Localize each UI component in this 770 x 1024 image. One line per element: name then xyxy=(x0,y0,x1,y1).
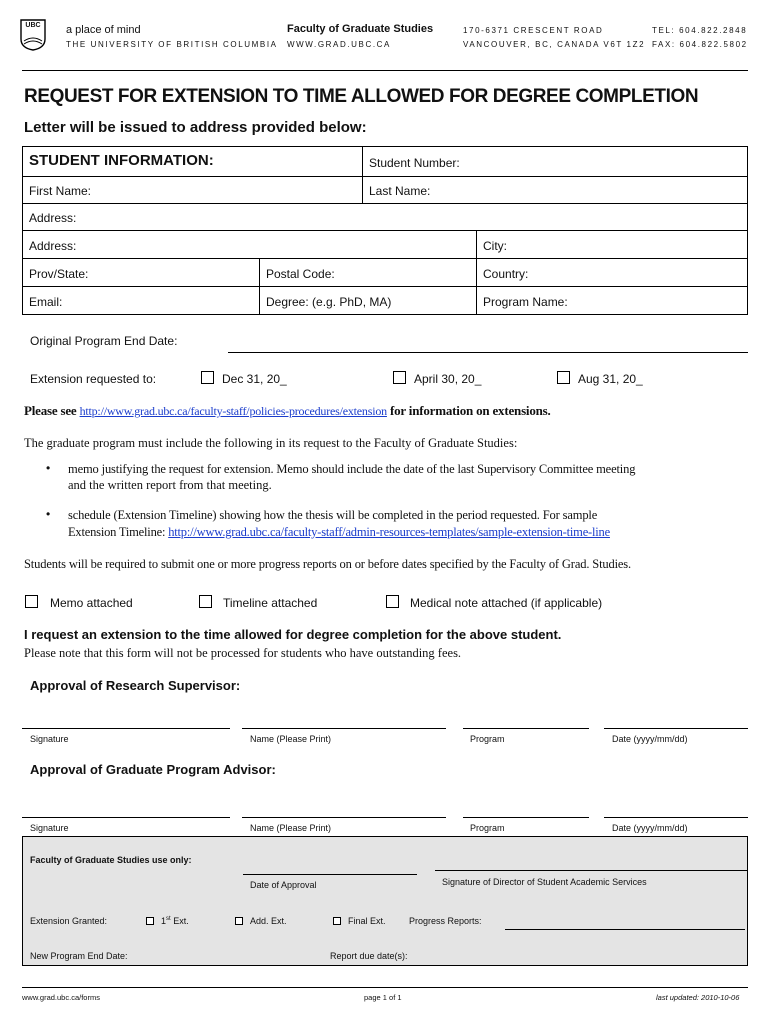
footer-url[interactable]: www.grad.ubc.ca/forms xyxy=(22,993,100,1002)
first-name-field[interactable] xyxy=(22,176,363,204)
country-field[interactable] xyxy=(476,258,748,287)
last-name-label: Last Name: xyxy=(369,184,431,198)
final-ext-label: Final Ext. xyxy=(348,916,386,926)
extension-granted-label: Extension Granted: xyxy=(30,916,108,926)
please-see-suffix: for information on extensions. xyxy=(386,403,551,418)
student-number-label: Student Number: xyxy=(369,156,460,170)
supervisor-name-line[interactable] xyxy=(242,728,446,729)
student-number-field[interactable] xyxy=(362,146,748,177)
extension-dec31-checkbox[interactable] xyxy=(201,371,214,384)
supervisor-name-caption: Name (Please Print) xyxy=(250,734,332,744)
advisor-signature-line[interactable] xyxy=(22,817,230,818)
advisor-program-caption: Program xyxy=(470,823,505,833)
country-label: Country: xyxy=(483,267,529,281)
degree-label: Degree: (e.g. PhD, MA) xyxy=(266,295,392,309)
first-name-label: First Name: xyxy=(29,184,92,198)
please-see-line xyxy=(24,403,551,419)
email-field[interactable] xyxy=(22,286,260,315)
new-end-date-label: New Program End Date: xyxy=(30,951,128,961)
original-end-date-label: Original Program End Date: xyxy=(30,334,178,348)
header-tagline: a place of mind xyxy=(66,24,141,36)
memo-attached-checkbox[interactable] xyxy=(25,595,38,608)
please-see-prefix: Please see xyxy=(24,403,80,418)
bullet-memo-line1: memo justifying the request for extension. Memo should include the date of the last Supervisory Committee meeting xyxy=(68,462,636,476)
header-website: WWW.GRAD.UBC.CA xyxy=(287,40,391,49)
form-title: REQUEST FOR EXTENSION TO TIME ALLOWED FOR DEGREE COMPLETION xyxy=(24,86,699,107)
supervisor-date-line[interactable] xyxy=(604,728,748,729)
footer-rule xyxy=(22,987,748,988)
header-address1: 170-6371 CRESCENT ROAD xyxy=(463,26,604,35)
director-signature-line[interactable] xyxy=(435,870,747,871)
timeline-prefix: Extension Timeline: xyxy=(68,525,169,539)
logo-text: UBC xyxy=(25,22,41,29)
final-ext-checkbox[interactable] xyxy=(333,917,341,925)
requirements-intro: The graduate program must include the following in its request to the Faculty of Graduate Studies: xyxy=(24,436,518,450)
header-rule xyxy=(22,70,748,71)
first-ext-checkbox[interactable] xyxy=(146,917,154,925)
extension-aug31-label: Aug 31, 20_ xyxy=(578,372,643,386)
address-line2-field[interactable] xyxy=(22,230,477,259)
timeline-attached-label: Timeline attached xyxy=(223,596,318,610)
add-ext-checkbox[interactable] xyxy=(235,917,243,925)
city-field[interactable] xyxy=(476,230,748,259)
form-subtitle: Letter will be issued to address provided below: xyxy=(24,119,367,136)
header-address2: VANCOUVER, BC, CANADA V6T 1Z2 xyxy=(463,40,646,49)
advisor-date-caption: Date (yyyy/mm/dd) xyxy=(612,823,688,833)
extension-apr30-label: April 30, 20_ xyxy=(414,372,482,386)
degree-field[interactable] xyxy=(259,286,477,315)
advisor-name-caption: Name (Please Print) xyxy=(250,823,332,833)
add-ext-label: Add. Ext. xyxy=(250,916,287,926)
advisor-heading: Approval of Graduate Program Advisor: xyxy=(30,762,276,777)
extension-apr30-checkbox[interactable] xyxy=(393,371,406,384)
report-due-label: Report due date(s): xyxy=(330,951,408,961)
approval-date-line[interactable] xyxy=(243,874,417,875)
section-title-cell xyxy=(22,146,363,177)
supervisor-signature-line[interactable] xyxy=(22,728,230,729)
header-fax: FAX: 604.822.5802 xyxy=(652,40,748,49)
progress-reports-line[interactable] xyxy=(505,929,745,930)
first-ext-label: 1st Ext. xyxy=(161,916,189,926)
last-name-field[interactable] xyxy=(362,176,748,204)
medical-note-label: Medical note attached (if applicable) xyxy=(410,596,603,610)
postal-code-label: Postal Code: xyxy=(266,267,335,281)
address-line2-label: Address: xyxy=(29,239,77,253)
bullet-dot-2: • xyxy=(46,507,51,521)
outstanding-fees-note: Please note that this form will not be processed for students who have outstanding fees. xyxy=(24,646,462,660)
extension-dec31-label: Dec 31, 20_ xyxy=(222,372,287,386)
office-use-box xyxy=(22,836,748,966)
supervisor-heading: Approval of Research Supervisor: xyxy=(30,678,241,693)
section-title: STUDENT INFORMATION: xyxy=(29,152,214,169)
extension-aug31-checkbox[interactable] xyxy=(557,371,570,384)
address-line1-field[interactable] xyxy=(22,203,748,231)
bullet-schedule-line2 xyxy=(68,525,610,540)
director-signature-caption: Signature of Director of Student Academic Services xyxy=(442,877,647,887)
medical-note-checkbox[interactable] xyxy=(386,595,399,608)
ubc-logo xyxy=(20,19,46,51)
program-name-label: Program Name: xyxy=(483,295,568,309)
original-end-date-line[interactable] xyxy=(228,352,748,353)
program-name-field[interactable] xyxy=(476,286,748,315)
supervisor-date-caption: Date (yyyy/mm/dd) xyxy=(612,734,688,744)
prov-state-label: Prov/State: xyxy=(29,267,89,281)
progress-report-note: Students will be required to submit one or more progress reports on or before dates specified by the Faculty of Grad. Studies. xyxy=(24,557,631,571)
request-statement: I request an extension to the time allowed for degree completion for the above student. xyxy=(24,627,562,642)
memo-attached-label: Memo attached xyxy=(50,596,133,610)
address-line1-label: Address: xyxy=(29,211,77,225)
header-faculty: Faculty of Graduate Studies xyxy=(287,23,434,35)
prov-state-field[interactable] xyxy=(22,258,260,287)
advisor-signature-caption: Signature xyxy=(30,823,69,833)
extension-requested-label: Extension requested to: xyxy=(30,372,157,386)
footer-last-updated: last updated: 2010-10-06 xyxy=(656,993,740,1002)
header-tel: TEL: 604.822.2848 xyxy=(652,26,748,35)
office-use-heading: Faculty of Graduate Studies use only: xyxy=(30,855,192,865)
supervisor-signature-caption: Signature xyxy=(30,734,69,744)
email-label: Email: xyxy=(29,295,63,309)
header-university: THE UNIVERSITY OF BRITISH COLUMBIA xyxy=(66,40,278,49)
progress-reports-label: Progress Reports: xyxy=(409,916,482,926)
supervisor-program-line[interactable] xyxy=(463,728,589,729)
bullet-dot-1: • xyxy=(46,461,51,475)
sample-timeline-link[interactable]: http://www.grad.ubc.ca/faculty-staff/admin-resources-templates/sample-extension-time-line xyxy=(168,525,610,539)
timeline-attached-checkbox[interactable] xyxy=(199,595,212,608)
bullet-schedule-line1: schedule (Extension Timeline) showing how the thesis will be completed in the period requested. For sample xyxy=(68,508,598,522)
city-label: City: xyxy=(483,239,507,253)
advisor-program-line[interactable] xyxy=(463,817,589,818)
approval-date-caption: Date of Approval xyxy=(250,880,317,890)
extension-policy-link[interactable]: http://www.grad.ubc.ca/faculty-staff/policies-procedures/extension xyxy=(79,404,387,418)
advisor-name-line[interactable] xyxy=(242,817,446,818)
postal-code-field[interactable] xyxy=(259,258,477,287)
footer-page-number: page 1 of 1 xyxy=(364,993,402,1002)
supervisor-program-caption: Program xyxy=(470,734,505,744)
bullet-memo-line2: and the written report from that meeting. xyxy=(68,478,272,492)
advisor-date-line[interactable] xyxy=(604,817,748,818)
